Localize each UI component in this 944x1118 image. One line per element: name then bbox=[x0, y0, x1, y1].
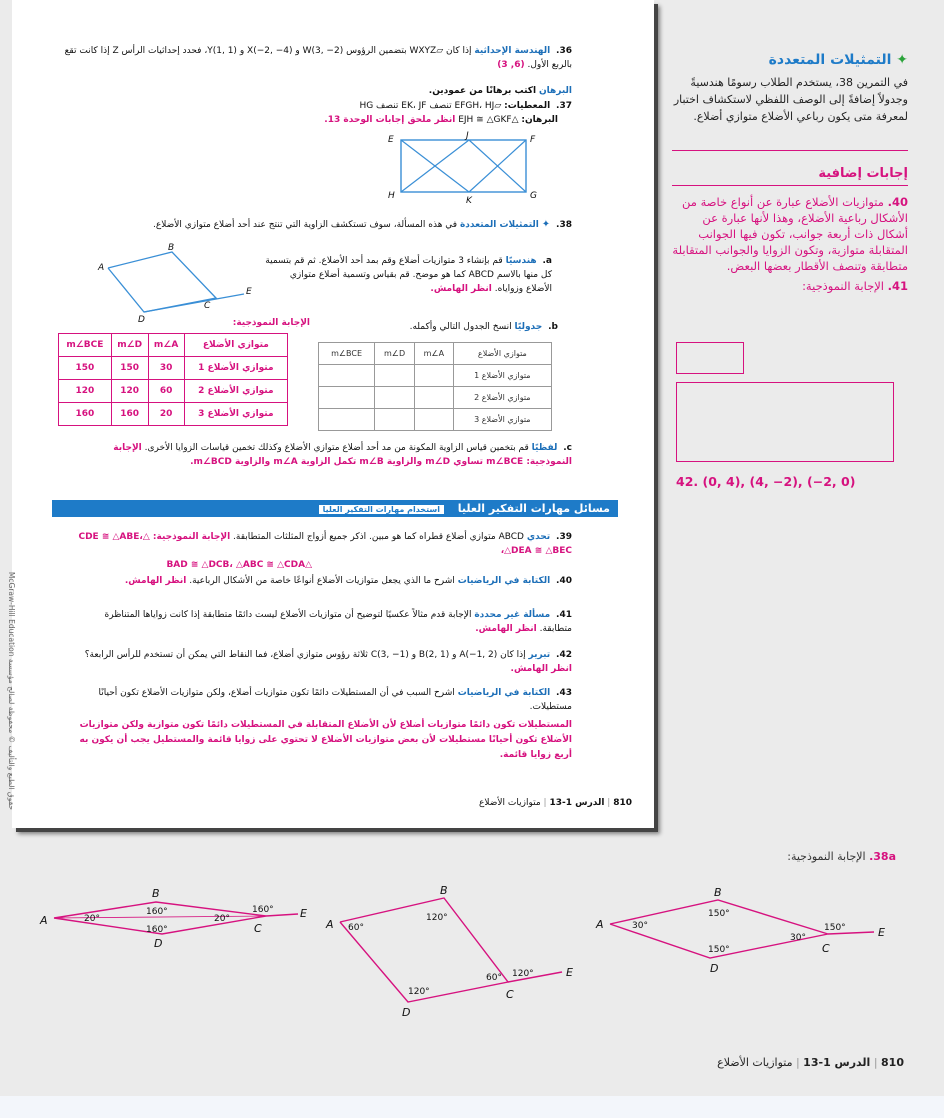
p3-angle-d: 150° bbox=[708, 945, 730, 955]
q38-number: 38. bbox=[556, 220, 572, 230]
answer-cell-a: 20 bbox=[148, 403, 184, 426]
answer-table-row bbox=[59, 380, 288, 403]
answer-table bbox=[58, 333, 288, 426]
q38a-text: قم بإنشاء 3 متوازيات أضلاع وقم بمد أحد الأضلاع. ثم قم بتسمية كل منها بالاسم ABCD كما هو موضح. قم بقياس وتسمية أضلاع متوازي الأضلاع وزواياه. bbox=[265, 256, 552, 294]
question-38a bbox=[262, 254, 552, 296]
proof-instruction: اكتب برهانًا من عمودين. bbox=[428, 86, 537, 96]
page-footer: 810 | الدرس 1-13 | متوازيات الأضلاع bbox=[479, 798, 632, 808]
q38a-topic: هندسيًا bbox=[505, 256, 537, 266]
blank-table-row bbox=[319, 387, 552, 409]
p2-angle-d: 120° bbox=[408, 987, 430, 997]
q39-number: 39. bbox=[556, 532, 572, 542]
label-h: H bbox=[388, 191, 395, 201]
q39-answer-line2: △BAD ≅ △DCB، △ABC ≅ △CDA bbox=[166, 560, 312, 570]
hots-banner bbox=[52, 500, 618, 517]
footer-title: متوازيات الأضلاع bbox=[479, 798, 541, 808]
proof-label: البرهان bbox=[538, 86, 572, 96]
q37-number: 37. bbox=[556, 101, 572, 111]
question-38c bbox=[72, 441, 572, 469]
p3-angle-a: 30° bbox=[632, 921, 648, 931]
answer-header-d: m∠D bbox=[111, 334, 148, 357]
p2-label-a: A bbox=[326, 918, 334, 931]
p1-label-c: C bbox=[254, 922, 262, 935]
q38b-text: انسخ الجدول التالي وأكمله. bbox=[409, 322, 512, 332]
q42-text: إذا كان A(−1, 2) و B(2, 1) و C(3, −1) ثلاثة رؤوس متوازي أضلاع، فما النقاط التي يمكن أن تستخدم للرأس الرابعة؟ bbox=[84, 650, 526, 660]
sidebar-answer-42 bbox=[676, 474, 855, 489]
q41-number: 41. bbox=[556, 610, 572, 620]
q38c-label: c. bbox=[563, 443, 572, 453]
a42-number: 42. bbox=[676, 474, 699, 489]
answer-row-name: متوازي الأضلاع 2 bbox=[184, 380, 287, 403]
sidebar-title-row bbox=[672, 52, 908, 68]
p3-label-d: D bbox=[710, 962, 719, 975]
answer-row-name: متوازي الأضلاع 3 bbox=[184, 403, 287, 426]
p2-label-e: E bbox=[566, 966, 573, 979]
question-39 bbox=[72, 530, 572, 558]
proof-heading bbox=[212, 84, 572, 98]
p3-angle-c: 30° bbox=[790, 933, 806, 943]
p1-angle-d: 160° bbox=[146, 925, 168, 935]
question-37 bbox=[212, 99, 572, 113]
counterexample-small-rectangle bbox=[676, 342, 744, 374]
sidebar-panel bbox=[672, 52, 908, 125]
blank-header-bce: m∠BCE bbox=[319, 343, 375, 365]
q41-text: الإجابة قدم مثالاً عكسيًا لتوضيح أن متوازيات الأضلاع ليست دائمًا متطابقة إذا كانت زواياها المتناظرة متطابقة. bbox=[104, 610, 572, 634]
parallelogram-sample-3 bbox=[592, 884, 902, 984]
banner-subtitle: استخدام مهارات التفكير العليا bbox=[319, 505, 444, 514]
question-42 bbox=[72, 648, 572, 676]
answer-header-a: m∠A bbox=[148, 334, 184, 357]
q38b-topic: جدوليًا bbox=[514, 322, 543, 332]
answer-table-title: الإجابة النموذجية: bbox=[232, 318, 310, 328]
p1-angle-c: 20° bbox=[214, 914, 230, 924]
q39-answer-line1: الإجابة النموذجية: △CDE ≅ △ABE، △DEA ≅ △BEC، bbox=[78, 532, 572, 556]
label-b: B bbox=[168, 243, 175, 253]
sidebar-intro: في التمرين 38، يستخدم الطلاب رسومًا هندسيةً وجدولاً إضافةً إلى الوصف اللفظي لاستكشاف اختبار لمعرفة متى يكون رباعي الأضلاع متوازي أضلاع. bbox=[673, 76, 908, 123]
answer-cell-a: 60 bbox=[148, 380, 184, 403]
q39-topic: تحدي bbox=[526, 532, 551, 542]
answer-cell-bce: 120 bbox=[59, 380, 112, 403]
q38c-text: قم بتخمين قياس الزاوية المكونة من مد أحد أضلاع متوازي الأضلاع وكذلك تخمين قياسات الزوايا الأخرى. bbox=[144, 443, 529, 453]
p2-label-b: B bbox=[440, 884, 448, 897]
parallelogram-sample-1 bbox=[36, 884, 326, 950]
extended-side bbox=[144, 294, 244, 312]
answer-cell-d: 120 bbox=[111, 380, 148, 403]
rectangle-outline bbox=[401, 140, 526, 192]
answer-table-row bbox=[59, 403, 288, 426]
q42-number: 42. bbox=[556, 650, 572, 660]
p2-label-d: D bbox=[402, 1006, 411, 1019]
answer-header-bce: m∠BCE bbox=[59, 334, 112, 357]
p3-angle-b: 150° bbox=[708, 909, 730, 919]
p1-label-b: B bbox=[152, 887, 160, 900]
label-e: E bbox=[388, 135, 394, 145]
answer-cell-bce: 160 bbox=[59, 403, 112, 426]
copyright-strip bbox=[2, 540, 16, 810]
p2-angle-a: 60° bbox=[348, 923, 364, 933]
q41-answer: انظر الهامش. bbox=[475, 624, 537, 634]
sample-38a-number: 38a. bbox=[869, 850, 896, 863]
parallelogram-outline bbox=[108, 252, 216, 312]
sidebar-answer-40 bbox=[672, 194, 908, 274]
label-e: E bbox=[246, 287, 252, 297]
q36-text: إذا كان ▱WXYZ بتضمين الرؤوس W(3, −2) و X(−2, −4) و Y(1, 1)، فحدد إحداثيات الرأس Z إذا كانت تقع بالربع الأول. bbox=[64, 46, 572, 70]
sample-answer-38a-label bbox=[640, 850, 896, 863]
p3-label-e: E bbox=[878, 926, 885, 939]
question-38 bbox=[142, 218, 572, 232]
bottom-strip bbox=[0, 1096, 944, 1118]
p1-label-d: D bbox=[154, 937, 163, 950]
label-k: K bbox=[466, 196, 472, 204]
label-d: D bbox=[138, 315, 145, 324]
answer-table-row bbox=[59, 357, 288, 380]
p3-label-c: C bbox=[822, 942, 830, 955]
banner-title: مسائل مهارات التفكير العليا bbox=[457, 502, 610, 515]
p3-label-a: A bbox=[596, 918, 604, 931]
q38b-label: b. bbox=[548, 322, 558, 332]
q37-prove-label: البرهان: bbox=[521, 115, 558, 125]
q36-number: 36. bbox=[556, 46, 572, 56]
q40-topic: الكتابة في الرياضيات bbox=[457, 576, 551, 586]
q43-text: اشرح السبب في أن المستطيلات دائمًا تكون متوازيات أضلاع، ولكن متوازيات الأضلاع تكون أحيانًا مستطيلات. bbox=[98, 688, 572, 712]
sidebar-divider bbox=[672, 150, 908, 151]
p2-angle-ext: 120° bbox=[512, 969, 534, 979]
p2-angle-b: 120° bbox=[426, 913, 448, 923]
q38c-answer: الإجابة النموذجية: m∠BCE تساوي m∠D والزاوية m∠B تكمل الزاوية m∠A والزاوية m∠BCD. bbox=[113, 443, 572, 467]
label-j: J bbox=[466, 131, 469, 141]
answer-row-name: متوازي الأضلاع 1 bbox=[184, 357, 287, 380]
bottom-footer-lesson: الدرس 1-13 bbox=[803, 1056, 871, 1069]
p1-angle-ext: 160° bbox=[252, 905, 274, 915]
answers-title-rule bbox=[672, 185, 908, 186]
rectangle-efgh-figure bbox=[386, 130, 546, 204]
q43-number: 43. bbox=[556, 688, 572, 698]
p3-angle-ext: 150° bbox=[824, 923, 846, 933]
q37-given: ▱EFGH، ‎HJ‎ تنصف ‎EK‎، ‎JF‎ تنصف ‎HG‎ bbox=[359, 101, 502, 111]
q42-topic: تبرير bbox=[528, 650, 551, 660]
sidebar-answer-41 bbox=[672, 278, 908, 294]
blank-header-name: متوازي الأضلاع bbox=[453, 343, 551, 365]
bottom-footer-page: 810 bbox=[881, 1056, 904, 1069]
blank-row-name: متوازي الأضلاع 2 bbox=[453, 387, 551, 409]
q40-text: اشرح ما الذي يجعل متوازيات الأضلاع أنواعًا خاصة من الأشكال الرباعية. bbox=[189, 576, 455, 586]
blank-row-name: متوازي الأضلاع 1 bbox=[453, 365, 551, 387]
multiple-rep-icon: ✦ bbox=[896, 52, 908, 68]
blank-header-a: m∠A bbox=[414, 343, 453, 365]
q38-text: في هذه المسألة، سوف تستكشف الزاوية التي تنتج عند أحد أضلاع متوازي الأضلاع. bbox=[152, 220, 458, 230]
q40-answer: انظر الهامش. bbox=[124, 576, 187, 586]
blank-header-d: m∠D bbox=[375, 343, 415, 365]
question-43 bbox=[72, 686, 572, 714]
q38a-label: a. bbox=[542, 256, 552, 266]
p1-angle-a: 20° bbox=[84, 914, 100, 924]
answer-cell-a: 30 bbox=[148, 357, 184, 380]
p2-label-c: C bbox=[506, 988, 514, 1001]
answer-table-header bbox=[59, 334, 288, 357]
q37-prove: △EJH ≅ △GKF bbox=[458, 115, 519, 125]
a41-label: الإجابة النموذجية: bbox=[802, 279, 884, 293]
label-f: F bbox=[530, 135, 536, 145]
copyright-text: حقوق الطبع والتأليف © محفوظة لصالح مؤسسة McGraw-Hill Education bbox=[7, 571, 16, 810]
q38a-answer: انظر الهامش. bbox=[430, 284, 492, 294]
label-a: A bbox=[98, 263, 105, 273]
q37-prove-line bbox=[212, 113, 558, 127]
q41-topic: مسألة غير محددة bbox=[474, 610, 551, 620]
a41-number: 41. bbox=[887, 279, 908, 293]
answer-cell-bce: 150 bbox=[59, 357, 112, 380]
blank-table-header bbox=[319, 343, 552, 365]
q37-given-label: المعطيات: bbox=[504, 101, 551, 111]
additional-answers bbox=[672, 166, 908, 294]
question-38b bbox=[312, 320, 558, 334]
q38-topic: التمثيلات المتعددة bbox=[459, 220, 539, 230]
q39-text: ABCD متوازي أضلاع قطراه كما هو مبين. اذكر جميع أزواج المثلثات المتطابقة. bbox=[233, 532, 524, 542]
question-41 bbox=[72, 608, 572, 636]
footer-page-number: 810 bbox=[613, 798, 632, 808]
additional-answers-title: إجابات إضافية bbox=[818, 166, 908, 181]
answer-cell-d: 150 bbox=[111, 357, 148, 380]
blank-table bbox=[318, 342, 552, 431]
q42-answer: انظر الهامش. bbox=[510, 664, 572, 674]
answer-cell-d: 160 bbox=[111, 403, 148, 426]
bottom-footer: 810 | الدرس 1-13 | متوازيات الأضلاع bbox=[717, 1056, 904, 1069]
p3-label-b: B bbox=[714, 886, 722, 899]
multiple-rep-icon: ✦ bbox=[541, 219, 551, 230]
q37-answer: انظر ملحق إجابات الوحدة 13. bbox=[324, 115, 456, 125]
q36-topic: الهندسة الإحداثية bbox=[474, 46, 551, 56]
label-g: G bbox=[530, 191, 537, 201]
q36-answer: (6, 3) bbox=[497, 60, 525, 70]
question-36 bbox=[52, 44, 572, 72]
p1-label-e: E bbox=[300, 907, 307, 920]
sample-38a-text: الإجابة النموذجية: bbox=[787, 850, 866, 863]
a40-text: متوازيات الأضلاع عبارة عن أنواع خاصة من الأشكال رباعية الأضلاع، وهذا لأنها عبارة عن أشكال ذات أربعة جوانب، تكون فيها الجوانب المتقابلة متوازية، وتكون الزوايا والجوانب المتقابلة متطابقة وتنصف الأقطار بعضها البعض. bbox=[672, 195, 908, 273]
q43-topic: الكتابة في الرياضيات bbox=[457, 688, 551, 698]
sidebar-title: التمثيلات المتعددة bbox=[768, 52, 892, 68]
q38c-topic: لفظيًا bbox=[531, 443, 558, 453]
p1-label-a: A bbox=[40, 914, 48, 927]
parallelogram-abcd-figure bbox=[88, 242, 258, 324]
p2-angle-c: 60° bbox=[486, 973, 502, 983]
footer-lesson: الدرس 1-13 bbox=[549, 798, 605, 808]
blank-table-row bbox=[319, 409, 552, 431]
q40-number: 40. bbox=[556, 576, 572, 586]
label-c: C bbox=[204, 301, 211, 311]
counterexample-large-rectangle bbox=[676, 382, 894, 462]
a42-text: (0, 4), (4, −2), (−2, 0) bbox=[702, 474, 856, 489]
a40-number: 40. bbox=[887, 195, 908, 209]
parallelogram-sample-2 bbox=[322, 884, 592, 1024]
p1-angle-b: 160° bbox=[146, 907, 168, 917]
q43-answer: المستطيلات تكون دائمًا متوازيات أضلاع لأن الأضلاع المتقابلة في المستطيلات دائمًا تكون متوازية ولكن متوازيات الأضلاع تكون أحيانًا مستطيلات لأن بعض متوازيات الأضلاع لا تحتوي على زوايا قائمة والمستطيل يجب أن يكون به أربع زوايا قائمة. bbox=[79, 720, 572, 760]
textbook-page bbox=[7, 0, 654, 828]
blank-table-row bbox=[319, 365, 552, 387]
blank-row-name: متوازي الأضلاع 3 bbox=[453, 409, 551, 431]
answer-header-name: متوازي الأضلاع bbox=[184, 334, 287, 357]
question-40 bbox=[72, 574, 572, 588]
bottom-footer-title: متوازيات الأضلاع bbox=[717, 1056, 793, 1069]
